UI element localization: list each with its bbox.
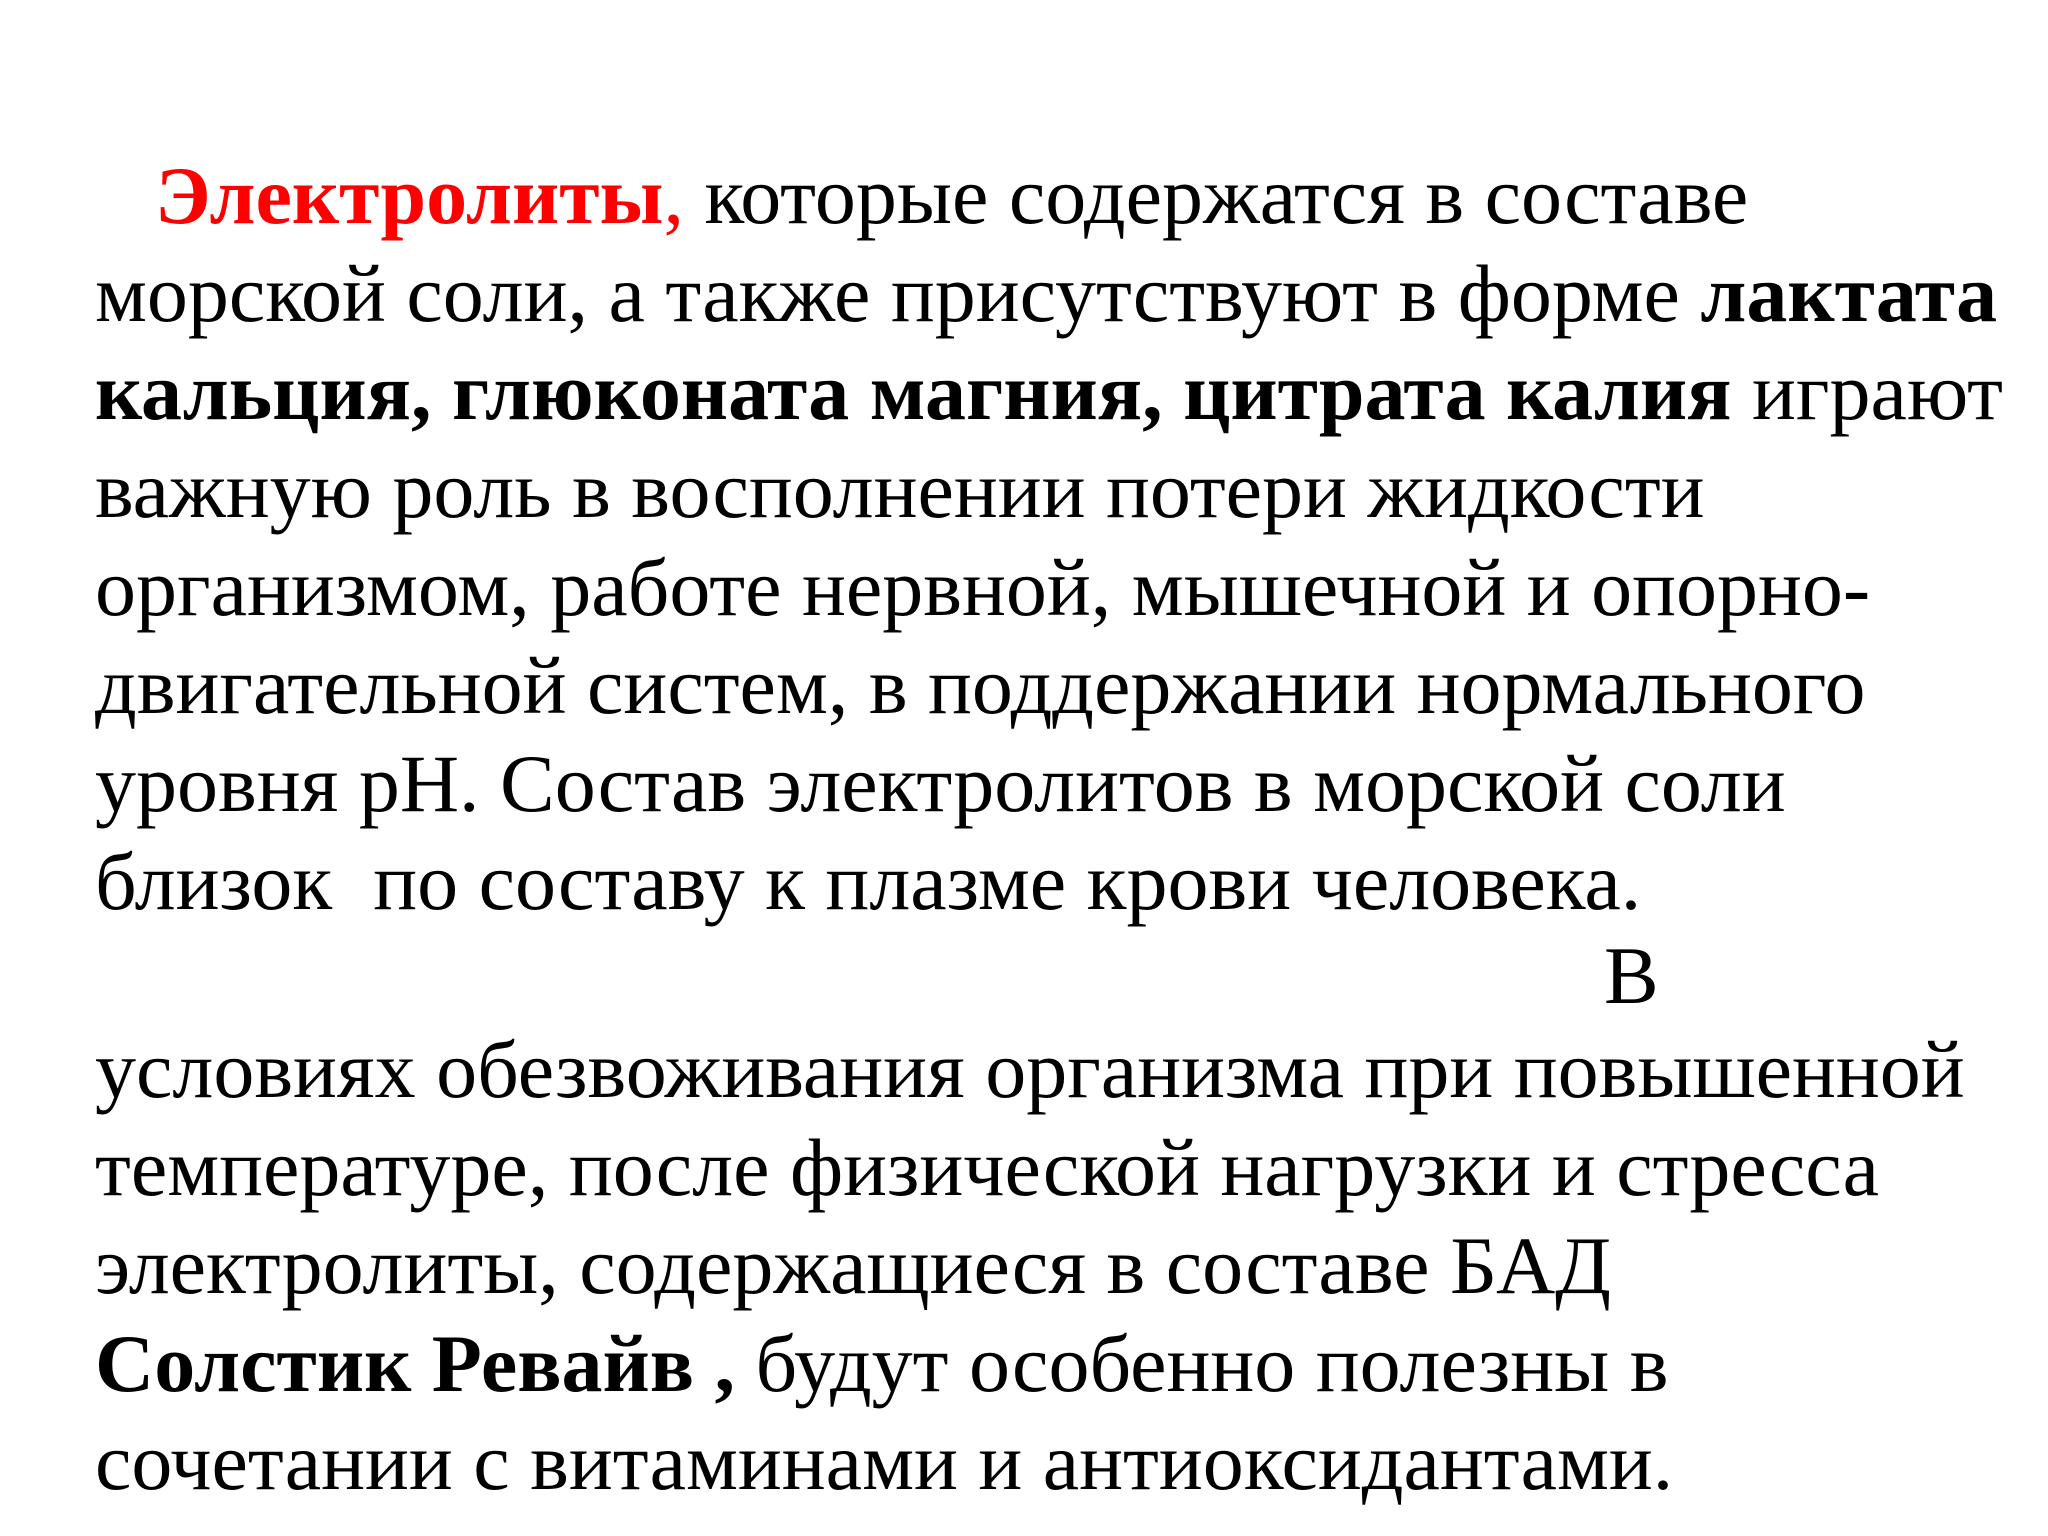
p2-line-4 (95, 1316, 1668, 1412)
p2-line-1: условиях обезвоживания организма при повышенной (95, 1024, 1965, 1115)
highlight-comma: , (663, 150, 685, 241)
p1-line-1 (155, 148, 1748, 244)
p2-lead-word: В (1604, 930, 1659, 1021)
p1-line-5: организмом, работе нервной, мышечной и опорно- (95, 542, 1871, 633)
p1-line-6: двигательной систем, в поддержании нормального (95, 640, 1866, 731)
p2-line-2: температуре, после физической нагрузки и стресса (95, 1122, 1880, 1213)
highlight-term-electrolytes: Электролиты (155, 150, 664, 241)
p1-line-7: уровня pH. Состав электролитов в морской соли (95, 738, 1786, 829)
p1-line-8: близок по составу к плазме крови человека. (95, 836, 1642, 927)
p1-line-1-text: которые содержатся в составе (684, 150, 1749, 241)
p2-line-5: сочетании с витаминами и антиоксидантами. (95, 1416, 1674, 1507)
p1-line-2-text: морской соли, а также присутствуют в форме (95, 248, 1701, 339)
p2-line-4-text: будут особенно полезны в (735, 1318, 1669, 1409)
bold-term-compounds: кальция, глюконата магния, цитрата калия (95, 346, 1732, 437)
bold-term-lactate: лактата (1700, 248, 1998, 339)
p1-line-3 (95, 344, 2003, 440)
p1-line-2 (95, 246, 1997, 342)
product-name: Солстик Ревайв , (95, 1318, 736, 1409)
p1-line-3-text: играют (1731, 346, 2003, 437)
p1-line-4: важную роль в восполнении потери жидкости (95, 444, 1705, 535)
p2-line-3: электролиты, содержащиеся в составе БАД (95, 1220, 1612, 1311)
